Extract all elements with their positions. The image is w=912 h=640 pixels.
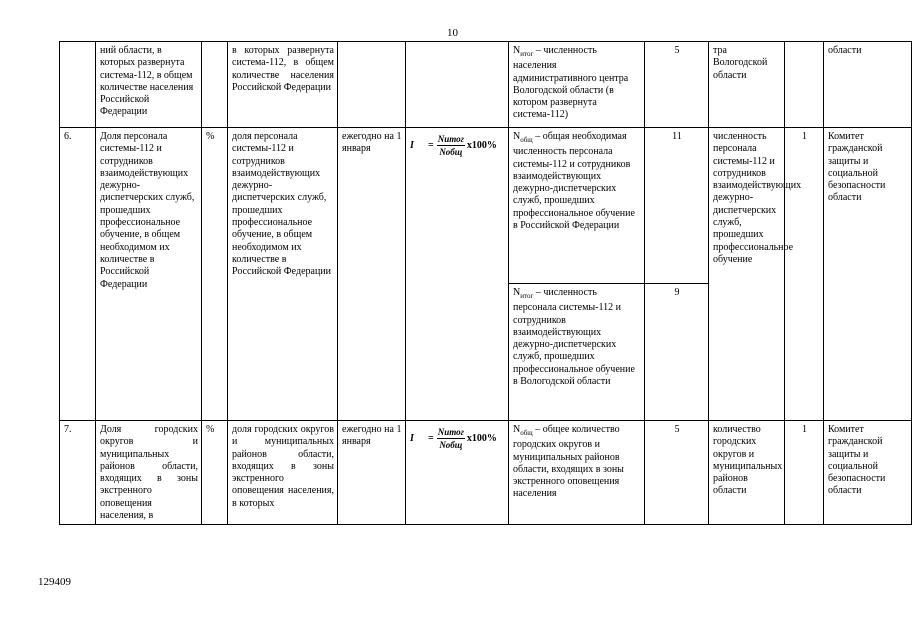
page-number: 10 [447, 27, 458, 39]
source-code-cell: 11 [645, 128, 709, 284]
row-number: 7. [60, 421, 96, 525]
definition-cell: в которых развернута система-112, в общем количестве населения Российской Федерации [228, 42, 338, 128]
unit-cell: % [202, 128, 228, 421]
definition-cell: доля городских округов и муниципальных районов области, входящих в зоны экстренного оповещения населения, в которых [228, 421, 338, 525]
table-row-7 [60, 421, 912, 525]
responsible-cell: Комитет гражданской защиты и социальной безопасности области [824, 128, 912, 421]
source-code-cell: 5 [645, 42, 709, 128]
responsible-cell: Комитет гражданской защиты и социальной безопасности области [824, 421, 912, 525]
indicators-table [59, 41, 912, 525]
variable-cell: $N_{общ}$ – общее количество городских округов и муниципальных районов области, входящих в зоны экстренного оповещения населения [509, 421, 645, 525]
document-code: 129409 [38, 576, 71, 588]
population-cell: количество городских округов и муниципальных районов области [709, 421, 785, 525]
period-cell: ежегодно на 1 января [338, 421, 406, 525]
row-number: 6. [60, 128, 96, 421]
source-code-cell: 5 [645, 421, 709, 525]
method-cell: 1 [785, 421, 824, 525]
definition-cell: доля персонала системы-112 и сотрудников взаимодействующих дежурно-диспетчерских служб, прошедших профессиональное обучение, в общем необходимом их количестве в Российской Федерации [228, 128, 338, 421]
variable-cell: $N_{итог}$ – численность персонала системы-112 и сотрудников взаимодействующих дежурно-диспетчерских служб, прошедших профессиональное обучение в Вологодской области [509, 284, 645, 421]
period-cell: ежегодно на 1 января [338, 128, 406, 421]
unit-cell: % [202, 421, 228, 525]
indicator-name-cell: Доля персонала системы-112 и сотрудников взаимодействующих дежурно-диспетчерских служб, прошедших профессиональное обучение, в общем необходимом их количестве в Российской Федерации [96, 128, 202, 421]
formula-cell: I = $\frac{\text{Nитог}}{\text{Nобщ}}$ x100% [406, 128, 509, 421]
population-cell: численность персонала системы-112 и сотрудников взаимодействующих дежурно-диспетчерских служб, прошедших профессиональное обучение [709, 128, 785, 421]
formula-fraction: $\frac{\text{Nитог}}{\text{Nобщ}}$ [437, 427, 464, 451]
variable-cell: $N_{итог}$ – численность населения административного центра Вологодской области (в котором развернута система-112) [509, 42, 645, 128]
responsible-cell: области [824, 42, 912, 128]
indicator-name-cell: Доля городских округов и муниципальных районов области, входящих в зоны экстренного оповещения населения, в [96, 421, 202, 525]
formula-cell: I = $\frac{\text{Nитог}}{\text{Nобщ}}$ x100% [406, 421, 509, 525]
indicator-name-cell: ний области, в которых развернута система-112, в общем количестве населения Российской Федерации [96, 42, 202, 128]
source-code-cell: 9 [645, 284, 709, 421]
table-row-6a [60, 128, 912, 284]
method-cell: 1 [785, 128, 824, 421]
population-cell: тра Вологодской области [709, 42, 785, 128]
formula-fraction: $\frac{\text{Nитог}}{\text{Nобщ}}$ [437, 134, 464, 158]
variable-cell: $N_{общ}$ – общая необходимая численность персонала системы-112 и сотрудников взаимодействующих дежурно-диспетчерских служб, прошедших профессиональное обучение в Российской Федерации [509, 128, 645, 284]
table-row-continuation [60, 42, 912, 128]
